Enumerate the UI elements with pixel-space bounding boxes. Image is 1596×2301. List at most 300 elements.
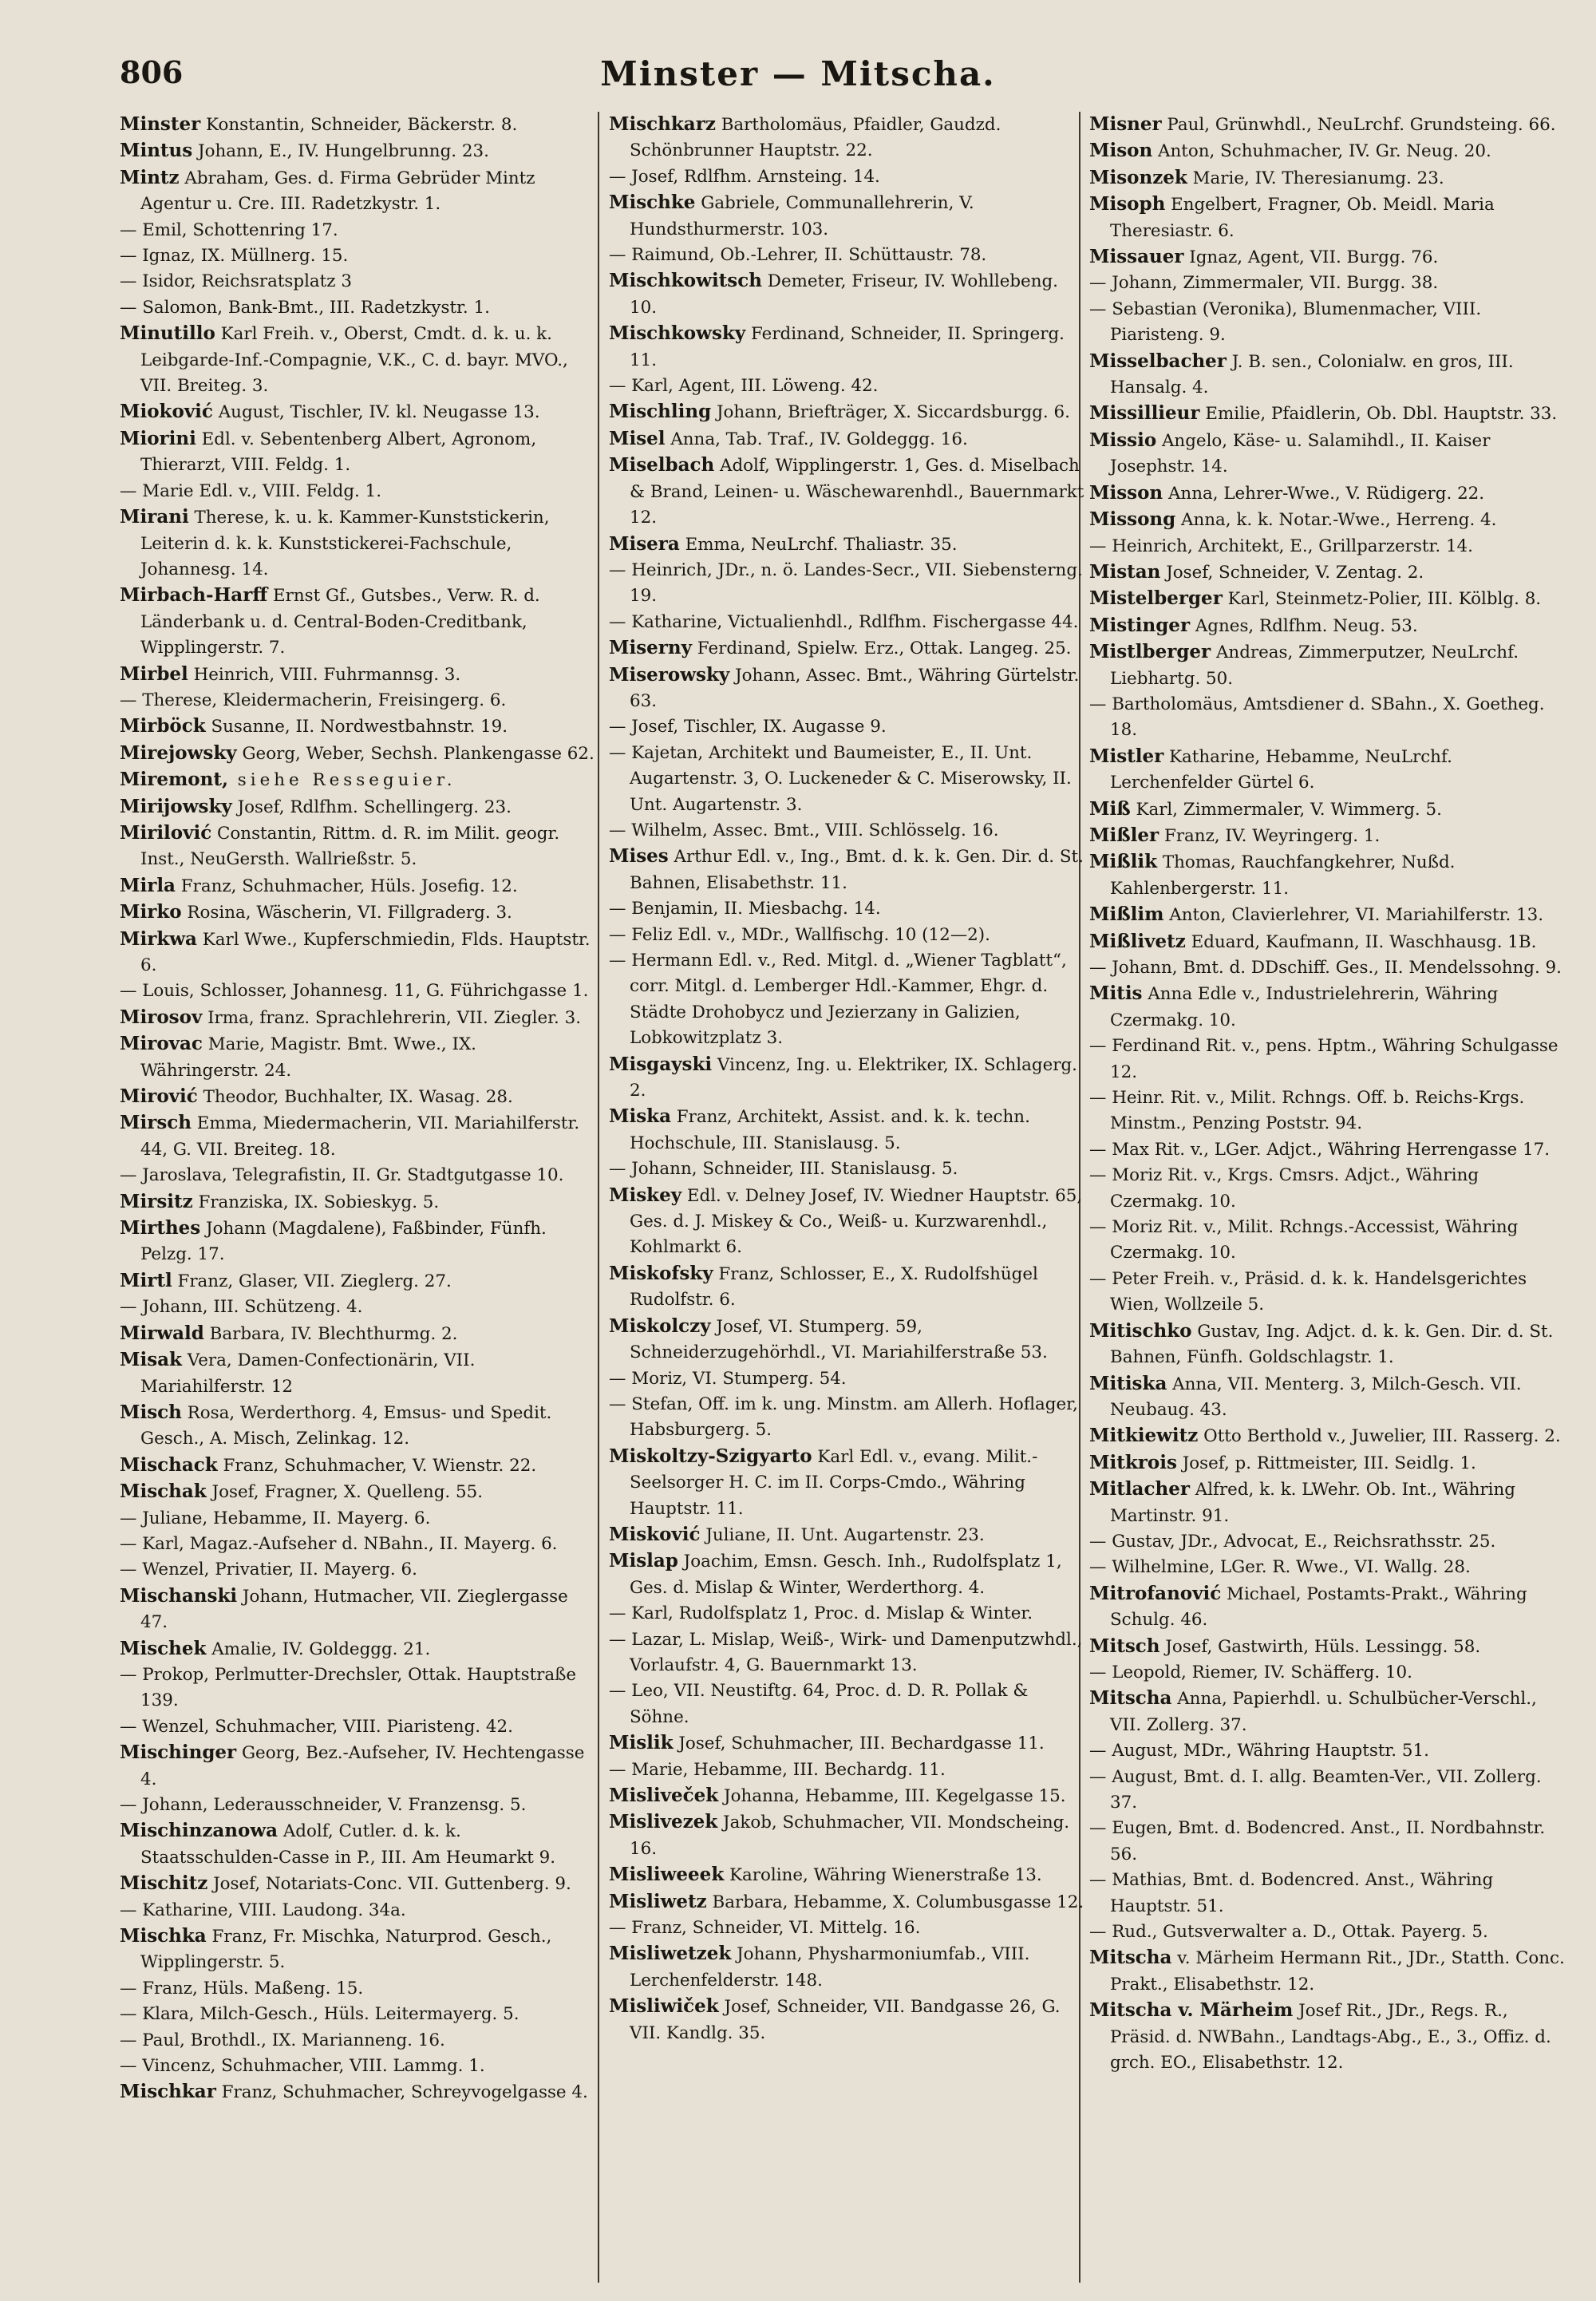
entry-details: Josef Rit., JDr., Regs. R., Präsid. d. NWBahn., Landtags-Abg., E., 3., Offiz. d. grch. EO., Elisabethstr. 12. bbox=[1110, 2001, 1551, 2074]
entry-details: — Kajetan, Architekt und Baumeister, E., II. Unt. Augartenstr. 3, O. Luckeneder & C. Miserowsky, II. Unt. Augartenstr. 3. bbox=[609, 742, 1072, 815]
directory-entry bbox=[609, 1314, 1088, 1366]
entry-details: — Lazar, L. Mislap, Weiß-, Wirk- und Damenputzwhdl., Vorlaufstr. 4, G. Bauernmarkt 13. bbox=[609, 1629, 1083, 1675]
directory-entry bbox=[120, 218, 598, 243]
directory-entry bbox=[1089, 1816, 1568, 1868]
entry-surname: Mistinger bbox=[1089, 614, 1191, 636]
entry-surname: Miskofsky bbox=[609, 1262, 713, 1284]
directory-entry bbox=[120, 1295, 598, 1320]
entry-surname: Mirani bbox=[120, 506, 189, 528]
directory-entry bbox=[609, 1522, 1088, 1548]
entry-details: — Sebastian (Veronika), Blumenmacher, VIII. Piaristeng. 9. bbox=[1089, 298, 1482, 346]
directory-entry bbox=[120, 688, 598, 714]
entry-surname: Mischkarz bbox=[609, 113, 716, 135]
directory-entry bbox=[609, 1730, 1088, 1757]
entry-surname: Mitkrois bbox=[1089, 1451, 1177, 1473]
entry-details: Franz, Schuhmacher, V. Wienstr. 22. bbox=[217, 1455, 537, 1476]
directory-entry bbox=[609, 1757, 1088, 1783]
directory-entry bbox=[120, 1818, 598, 1871]
directory-entry bbox=[609, 1104, 1088, 1156]
directory-entry bbox=[609, 1783, 1088, 1809]
directory-entry bbox=[609, 610, 1088, 635]
directory-entry bbox=[609, 1392, 1088, 1444]
entry-details: — Katharine, VIII. Laudong. 34a. bbox=[120, 1900, 406, 1920]
directory-entry bbox=[1089, 929, 1568, 955]
entry-details: Rosa, Werderthorg. 4, Emsus- und Spedit. Gesch., A. Misch, Zelinkag. 12. bbox=[140, 1402, 552, 1449]
directory-entry bbox=[1089, 1450, 1568, 1477]
entry-surname: Mirtl bbox=[120, 1269, 172, 1291]
entry-details: Karl Freih. v., Oberst, Cmdt. d. k. u. k. Leibgarde-Inf.-Compagnie, V.K., C. d. bayr. MVO., VII. Breiteg. 3. bbox=[140, 324, 568, 397]
entry-details: — Franz, Hüls. Maßeng. 15. bbox=[120, 1978, 364, 1999]
entry-details: Gabriele, Communallehrerin, V. Hundsthurmerstr. 103. bbox=[630, 193, 974, 239]
entry-details: Edl. v. Sebentenberg Albert, Agronom, Thierarzt, VIII. Feldg. 1. bbox=[140, 429, 537, 476]
directory-entry bbox=[609, 1183, 1088, 1261]
directory-entry bbox=[1089, 534, 1568, 559]
entry-details: Anna, Lehrer-Wwe., V. Rüdigerg. 22. bbox=[1163, 483, 1485, 504]
directory-entry bbox=[1089, 1738, 1568, 1764]
directory-entry bbox=[1089, 1581, 1568, 1634]
directory-entry bbox=[1089, 428, 1568, 480]
entry-details: Eduard, Kaufmann, II. Waschhausg. 1B. bbox=[1185, 931, 1537, 952]
entry-details: — Moriz Rit. v., Krgs. Cmsrs. Adjct., Währing Czermakg. 10. bbox=[1089, 1165, 1479, 1212]
entry-surname: Mitscha v. Märheim bbox=[1089, 1999, 1294, 2022]
entry-details: Anton, Clavierlehrer, VI. Mariahilferstr. 13. bbox=[1163, 905, 1544, 926]
directory-entry bbox=[120, 1871, 598, 1897]
directory-entry bbox=[609, 1916, 1088, 1941]
entry-details: Ernst Gf., Gutsbes., Verw. R. d. Länderbank u. d. Central-Boden-Creditbank, Wipplingerstr. 7. bbox=[140, 586, 540, 658]
entry-surname: Mirbel bbox=[120, 662, 188, 685]
entry-details: — Wilhelm, Assec. Bmt., VIII. Schlösselg. 16. bbox=[609, 820, 999, 840]
directory-entry bbox=[120, 1084, 598, 1110]
entry-surname: Mirwald bbox=[120, 1322, 204, 1344]
entry-surname: Mirböck bbox=[120, 715, 206, 737]
directory-entry bbox=[120, 2054, 598, 2079]
directory-entry bbox=[1089, 613, 1568, 639]
entry-details: — Heinrich, JDr., n. ö. Landes-Secr., VII. Siebensterng. 19. bbox=[609, 559, 1083, 607]
directory-entry bbox=[609, 1261, 1088, 1314]
entry-surname: Misliweeek bbox=[609, 1864, 725, 1886]
entry-surname: Mitischko bbox=[1089, 1319, 1192, 1342]
directory-entry bbox=[1089, 744, 1568, 797]
directory-entry bbox=[609, 268, 1088, 321]
entry-details: Ferdinand, Spielw. Erz., Ottak. Langeg. 25. bbox=[691, 639, 1072, 659]
entry-surname: Mißler bbox=[1089, 824, 1159, 846]
entry-details: Josef, Schuhmacher, III. Bechardgasse 11. bbox=[673, 1734, 1045, 1754]
directory-entry bbox=[1089, 692, 1568, 744]
directory-entry bbox=[1089, 1137, 1568, 1163]
entry-details: Franz, Schuhmacher, Schreyvogelgasse 4. bbox=[215, 2082, 588, 2103]
entry-surname: Mitiska bbox=[1089, 1372, 1167, 1394]
entry-surname: Mißlim bbox=[1089, 903, 1164, 926]
entry-details: Michael, Postamts-Prakt., Währing Schulg. 46. bbox=[1110, 1583, 1527, 1631]
directory-entry bbox=[120, 426, 598, 479]
entry-surname: Mitsch bbox=[1089, 1635, 1160, 1657]
directory-entry bbox=[1089, 1163, 1568, 1215]
directory-entry bbox=[120, 138, 598, 164]
directory-entry bbox=[1089, 797, 1568, 823]
page-title: Minster — Mitscha. bbox=[600, 54, 996, 93]
directory-entry bbox=[609, 1941, 1088, 1994]
directory-entry bbox=[1089, 401, 1568, 427]
entry-details: — Johann, III. Schützeng. 4. bbox=[120, 1297, 363, 1318]
directory-entry bbox=[1089, 297, 1568, 349]
entry-details: — Stefan, Off. im k. ung. Minstm. am Allerh. Hoflager, Habsburgerg. 5. bbox=[609, 1394, 1078, 1441]
directory-entry bbox=[120, 1453, 598, 1479]
entry-surname: Mirsch bbox=[120, 1112, 192, 1134]
directory-entry bbox=[609, 741, 1088, 818]
directory-entry bbox=[120, 1347, 598, 1400]
entry-details: Johann, Assec. Bmt., Währing Gürtelstr. 63. bbox=[630, 665, 1080, 711]
entry-details: — Hermann Edl. v., Red. Mitgl. d. „Wiener Tagblatt“, corr. Mitgl. d. Lemberger Hdl.-Kammer, Ehgr. d. Städte Drohobycz und Jezierzany in Galizien, Lobkowitzplatz 3. bbox=[609, 951, 1067, 1049]
directory-entry bbox=[120, 741, 598, 767]
directory-entry bbox=[120, 979, 598, 1004]
entry-details: Juliane, II. Unt. Augartenstr. 23. bbox=[700, 1524, 985, 1545]
directory-entry bbox=[120, 243, 598, 269]
entry-details: Amalie, IV. Goldeggg. 21. bbox=[206, 1639, 431, 1659]
entry-details: — Klara, Milch-Gesch., Hüls. Leitermayerg. 5. bbox=[120, 2004, 519, 2025]
directory-entry bbox=[120, 1976, 598, 2002]
directory-entry bbox=[609, 243, 1088, 268]
entry-surname: Mirejowsky bbox=[120, 741, 237, 764]
directory-entry bbox=[609, 532, 1088, 558]
entry-details: — Therese, Kleidermacherin, Freisingerg. 6. bbox=[120, 690, 507, 710]
entry-surname: Miserny bbox=[609, 637, 692, 659]
entry-surname: Mitlacher bbox=[1089, 1478, 1190, 1500]
directory-entry bbox=[1089, 981, 1568, 1034]
entry-surname: Misner bbox=[1089, 113, 1162, 135]
directory-entry bbox=[609, 635, 1088, 662]
entry-details: J. B. sen., Colonialw. en gros, III. Hansalg. 4. bbox=[1110, 351, 1514, 398]
entry-details: Johann (Magdalene), Faßbinder, Fünfh. Pelzg. 17. bbox=[140, 1219, 547, 1265]
entry-details: Karl, Steinmetz-Polier, III. Kölblg. 8. bbox=[1222, 589, 1542, 610]
entry-details: Johann, Physharmoniumfab., VIII. Lerchenfelderstr. 148. bbox=[630, 1944, 1030, 1991]
directory-entry bbox=[120, 767, 598, 793]
entry-details: — Peter Freih. v., Präsid. d. k. k. Handelsgerichtes Wien, Wollzeile 5. bbox=[1089, 1268, 1527, 1315]
directory-entry bbox=[609, 112, 1088, 164]
directory-entry bbox=[1089, 1660, 1568, 1686]
entry-surname: Missauer bbox=[1089, 246, 1184, 268]
entry-surname: Mitkiewitz bbox=[1089, 1425, 1199, 1447]
entry-details: Josef, Gastwirth, Hüls. Lessingg. 58. bbox=[1159, 1636, 1481, 1657]
entry-details: — Rud., Gutsverwalter a. D., Ottak. Payerg. 5. bbox=[1089, 1922, 1488, 1943]
directory-entry bbox=[609, 844, 1088, 896]
entry-details: — Jaroslava, Telegrafistin, II. Gr. Stadtgutgasse 10. bbox=[120, 1165, 564, 1186]
entry-surname: Misel bbox=[609, 427, 666, 449]
entry-details: Ignaz, Agent, VII. Burgg. 76. bbox=[1183, 247, 1439, 268]
entry-details: Arthur Edl. v., Ing., Bmt. d. k. k. Gen. Dir. d. St. Bahnen, Elisabethstr. 11. bbox=[630, 847, 1084, 893]
entry-surname: Miskoltzy-Szigyarto bbox=[609, 1445, 812, 1467]
entry-surname: Misak bbox=[120, 1349, 182, 1371]
entry-details: Emma, NeuLrchf. Thaliastr. 35. bbox=[679, 534, 958, 555]
directory-entry bbox=[120, 927, 598, 979]
entry-surname: Mirovac bbox=[120, 1033, 203, 1055]
page-header bbox=[0, 54, 1596, 99]
entry-details: Johann, Hutmacher, VII. Zieglergasse 47. bbox=[140, 1586, 568, 1633]
directory-entry bbox=[1089, 1765, 1568, 1817]
entry-details: — Raimund, Ob.-Lehrer, II. Schüttaustr. 78. bbox=[609, 245, 987, 266]
entry-details: Josef, Rdlfhm. Schellingerg. 23. bbox=[231, 797, 512, 817]
entry-details: — Josef, Rdlfhm. Arnsteing. 14. bbox=[609, 166, 880, 187]
entry-details: Susanne, II. Nordwestbahnstr. 19. bbox=[205, 717, 508, 737]
entry-details: — Leopold, Riemer, IV. Schäfferg. 10. bbox=[1089, 1662, 1412, 1682]
directory-entry bbox=[120, 1923, 598, 1976]
directory-entry bbox=[609, 662, 1088, 715]
directory-entry bbox=[1089, 1085, 1568, 1137]
directory-entry bbox=[609, 190, 1088, 243]
entry-surname: Miß bbox=[1089, 797, 1131, 820]
entry-details: Paul, Grünwhdl., NeuLrchf. Grundsteing. 66. bbox=[1161, 115, 1556, 135]
directory-entry bbox=[1089, 112, 1568, 138]
directory-entry bbox=[120, 2079, 598, 2105]
directory-entry bbox=[609, 1548, 1088, 1601]
column-1 bbox=[120, 112, 598, 2299]
entry-surname: Misonzek bbox=[1089, 166, 1187, 188]
entry-details: — Johann, Schneider, III. Stanislausg. 5. bbox=[609, 1159, 958, 1180]
entry-details: Anna, VII. Menterg. 3, Milch-Gesch. VII. Neubaug. 43. bbox=[1110, 1374, 1522, 1420]
entry-surname: Mistan bbox=[1089, 560, 1161, 583]
directory-entry bbox=[120, 1583, 598, 1636]
directory-entry bbox=[609, 1601, 1088, 1627]
entry-details: Irma, franz. Sprachlehrerin, VII. Ziegler. 3. bbox=[202, 1007, 582, 1028]
directory-entry bbox=[1089, 1686, 1568, 1738]
entry-details: — Leo, VII. Neustiftg. 64, Proc. d. D. R. Pollak & Söhne. bbox=[609, 1681, 1029, 1727]
entry-details: — Bartholomäus, Amtsdiener d. SBahn., X. Goetheg. 18. bbox=[1089, 694, 1545, 741]
directory-entry bbox=[120, 1506, 598, 1532]
entry-details: Theodor, Buchhalter, IX. Wasag. 28. bbox=[197, 1087, 513, 1108]
entry-surname: Misch bbox=[120, 1401, 182, 1423]
entry-details: Gustav, Ing. Adjct. d. k. k. Gen. Dir. d. St. Bahnen, Fünfh. Goldschlagstr. 1. bbox=[1110, 1321, 1554, 1368]
entry-details: Emma, Miedermacherin, VII. Mariahilferstr. 44, G. VII. Breiteg. 18. bbox=[140, 1113, 580, 1160]
directory-entry bbox=[609, 896, 1088, 922]
entry-surname: Miskey bbox=[609, 1184, 682, 1206]
directory-entry bbox=[1089, 1868, 1568, 1919]
entry-surname: Mirosov bbox=[120, 1006, 203, 1028]
entry-details: — Heinrich, Architekt, E., Grillparzerstr. 14. bbox=[1089, 536, 1473, 556]
directory-entry bbox=[120, 165, 598, 218]
entry-details: Konstantin, Schneider, Bäckerstr. 8. bbox=[200, 115, 518, 135]
directory-entry bbox=[1089, 1477, 1568, 1529]
entry-details: — Josef, Tischler, IX. Augasse 9. bbox=[609, 717, 887, 737]
directory-entry bbox=[609, 1627, 1088, 1679]
entry-details: v. Märheim Hermann Rit., JDr., Statth. Conc. Prakt., Elisabethstr. 12. bbox=[1110, 1948, 1565, 1995]
entry-surname: Minster bbox=[120, 113, 201, 135]
entry-details: Josef, Fragner, X. Quelleng. 55. bbox=[206, 1482, 484, 1503]
directory-entry bbox=[120, 321, 598, 399]
entry-details: — Eugen, Bmt. d. Bodencred. Anst., II. Nordbahnstr. 56. bbox=[1089, 1818, 1546, 1864]
entry-details: Bartholomäus, Pfaidler, Gaudzd. Schönbrunner Hauptstr. 22. bbox=[630, 115, 1001, 161]
directory-entry bbox=[120, 1110, 598, 1163]
entry-surname: Mischkowsky bbox=[609, 322, 746, 345]
entry-surname: Mitscha bbox=[1089, 1687, 1172, 1710]
entry-surname: Missio bbox=[1089, 429, 1157, 451]
directory-entry bbox=[120, 1479, 598, 1505]
directory-entry bbox=[609, 1156, 1088, 1182]
entry-surname: Mislap bbox=[609, 1550, 678, 1572]
directory-entry bbox=[1089, 1555, 1568, 1580]
directory-entry bbox=[120, 1216, 598, 1268]
directory-entry bbox=[609, 818, 1088, 844]
entry-details: Emilie, Pfaidlerin, Ob. Dbl. Hauptstr. 33. bbox=[1199, 404, 1558, 425]
directory-entry bbox=[120, 504, 598, 583]
directory-entry bbox=[120, 714, 598, 740]
entry-details: Barbara, IV. Blechthurmg. 2. bbox=[203, 1323, 458, 1344]
entry-details: Ferdinand, Schneider, II. Springerg. 11. bbox=[630, 324, 1065, 370]
entry-details: — Salomon, Bank-Bmt., III. Radetzkystr. 1. bbox=[120, 297, 490, 318]
entry-surname: Misković bbox=[609, 1523, 701, 1545]
entry-details: Joachim, Emsn. Gesch. Inh., Rudolfsplatz 1, Ges. d. Mislap & Winter, Werderthorg. 4. bbox=[630, 1552, 1062, 1598]
entry-details: Anton, Schuhmacher, IV. Gr. Neug. 20. bbox=[1152, 141, 1491, 162]
directory-entry bbox=[120, 1005, 598, 1031]
directory-entry bbox=[1089, 165, 1568, 192]
entry-details: Demeter, Friseur, IV. Wohllebeng. 10. bbox=[630, 271, 1058, 318]
directory-entry bbox=[1089, 192, 1568, 244]
directory-entry bbox=[120, 873, 598, 899]
entry-surname: Misliwetzek bbox=[609, 1943, 732, 1965]
directory-entry bbox=[120, 899, 598, 926]
entry-surname: Mirilović bbox=[120, 821, 212, 844]
entry-details: Otto Berthold v., Juwelier, III. Rasserg. 2. bbox=[1198, 1426, 1561, 1447]
directory-entry bbox=[1089, 1034, 1568, 1085]
entry-details: Katharine, Hebamme, NeuLrchf. Lerchenfelder Gürtel 6. bbox=[1110, 746, 1452, 793]
entry-details: Johann, E., IV. Hungelbrunng. 23. bbox=[192, 141, 489, 162]
entry-details: Franz, Schlosser, E., X. Rudolfshügel Rudolfstr. 6. bbox=[630, 1263, 1038, 1311]
entry-details: Franz, Glaser, VII. Zieglerg. 27. bbox=[172, 1271, 452, 1291]
entry-details: Anna, Tab. Traf., IV. Goldeggg. 16. bbox=[665, 429, 968, 449]
directory-entry bbox=[120, 1268, 598, 1295]
directory-entry bbox=[120, 1031, 598, 1084]
entry-details: — Vincenz, Schuhmacher, VIII. Lammg. 1. bbox=[120, 2056, 485, 2077]
entry-details: — August, Bmt. d. I. allg. Beamten-Ver., VII. Zollerg. 37. bbox=[1089, 1766, 1542, 1813]
directory-entry bbox=[1089, 1998, 1568, 2076]
directory-entry bbox=[1089, 507, 1568, 533]
directory-entry bbox=[609, 321, 1088, 374]
entry-surname: Misgayski bbox=[609, 1053, 713, 1075]
entry-surname: Mirthes bbox=[120, 1217, 201, 1239]
entry-surname: Mirkwa bbox=[120, 927, 197, 950]
entry-surname: Mintz bbox=[120, 166, 180, 188]
entry-surname: Mistlberger bbox=[1089, 641, 1211, 663]
directory-entry bbox=[1089, 902, 1568, 928]
entry-details: — Moriz, VI. Stumperg. 54. bbox=[609, 1368, 847, 1389]
directory-entry bbox=[1089, 1945, 1568, 1998]
entry-surname: Miorini bbox=[120, 427, 196, 449]
entry-details: Marie, IV. Theresianumg. 23. bbox=[1187, 168, 1444, 188]
entry-surname: Miselbach bbox=[609, 454, 715, 476]
directory-entry bbox=[1089, 480, 1568, 507]
directory-entry bbox=[609, 1444, 1088, 1522]
entry-surname: Mitis bbox=[1089, 982, 1143, 1005]
directory-entry bbox=[120, 1557, 598, 1583]
entry-surname: Mischkowitsch bbox=[609, 270, 762, 292]
directory-entry bbox=[120, 1189, 598, 1216]
directory-entry bbox=[1089, 138, 1568, 164]
entry-details: — Prokop, Perlmutter-Drechsler, Ottak. Hauptstraße 139. bbox=[120, 1664, 577, 1711]
entry-surname: Mislik bbox=[609, 1732, 674, 1754]
entry-details: Engelbert, Fragner, Ob. Meidl. Maria Theresiastr. 6. bbox=[1110, 195, 1495, 241]
entry-details: siehe Resseguier. bbox=[227, 770, 456, 791]
entry-details: Josef, Schneider, V. Zentag. 2. bbox=[1160, 562, 1424, 583]
entry-details: — Johann, Zimmermaler, VII. Burgg. 38. bbox=[1089, 273, 1439, 294]
entry-surname: Mitrofanović bbox=[1089, 1582, 1222, 1604]
entry-surname: Missong bbox=[1089, 508, 1176, 531]
entry-surname: Misliveček bbox=[609, 1785, 719, 1806]
entry-surname: Mistler bbox=[1089, 745, 1164, 767]
directory-entry bbox=[120, 1740, 598, 1793]
entry-details: Josef, VI. Stumperg. 59, Schneiderzugehörhdl., VI. Mariahilferstraße 53. bbox=[630, 1316, 1048, 1363]
directory-entry bbox=[120, 1898, 598, 1923]
entry-surname: Mischack bbox=[120, 1453, 218, 1476]
directory-entry bbox=[1089, 1215, 1568, 1267]
entry-surname: Misson bbox=[1089, 481, 1163, 504]
entry-details: — Isidor, Reichsratsplatz 3 bbox=[120, 271, 352, 292]
directory-entry bbox=[609, 426, 1088, 453]
entry-details: Georg, Bez.-Aufseher, IV. Hechtengasse 4. bbox=[140, 1743, 585, 1789]
entry-details: — Wenzel, Privatier, II. Mayerg. 6. bbox=[120, 1560, 417, 1580]
directory-entry bbox=[120, 112, 598, 138]
entry-surname: Mißlivetz bbox=[1089, 930, 1186, 952]
entry-details: Andreas, Zimmerputzer, NeuLrchf. Liebhartg. 50. bbox=[1110, 642, 1519, 689]
entry-surname: Mirla bbox=[120, 874, 176, 896]
directory-entry bbox=[120, 583, 598, 661]
entry-surname: Mischling bbox=[609, 401, 712, 423]
directory-entry bbox=[1089, 244, 1568, 271]
entry-details: Karl Wwe., Kupferschmiedin, Flds. Hauptstr. 6. bbox=[140, 929, 591, 975]
entry-details: — Mathias, Bmt. d. Bodencred. Anst., Währing Hauptstr. 51. bbox=[1089, 1870, 1494, 1916]
entry-surname: Mischkar bbox=[120, 2081, 216, 2103]
entry-details: Franz, Schuhmacher, Hüls. Josefig. 12. bbox=[175, 876, 518, 896]
directory-entry bbox=[1089, 271, 1568, 296]
entry-details: Josef, Schneider, VII. Bandgasse 26, G. VII. Kandlg. 35. bbox=[630, 1997, 1061, 2043]
entry-surname: Mirijowsky bbox=[120, 795, 232, 817]
entry-details: — Heinr. Rit. v., Milit. Rchngs. Off. b. Reichs-Krgs. Minstm., Penzing Poststr. 94. bbox=[1089, 1088, 1525, 1134]
entry-details: Vera, Damen-Confectionärin, VII. Mariahilferstr. 12 bbox=[140, 1350, 476, 1397]
entry-details: — Moriz Rit. v., Milit. Rchngs.-Accessist, Währing Czermakg. 10. bbox=[1089, 1217, 1519, 1263]
directory-entry bbox=[1089, 823, 1568, 849]
entry-surname: Mison bbox=[1089, 140, 1153, 162]
directory-entry bbox=[120, 295, 598, 321]
directory-entry bbox=[1089, 1423, 1568, 1449]
entry-surname: Misliwiček bbox=[609, 1995, 719, 2018]
entry-surname: Misliwetz bbox=[609, 1890, 707, 1912]
directory-entry bbox=[609, 1889, 1088, 1916]
directory-entry bbox=[120, 1400, 598, 1453]
entry-surname: Mischka bbox=[120, 1925, 207, 1947]
directory-entry bbox=[120, 1793, 598, 1818]
entry-surname: Mioković bbox=[120, 401, 213, 423]
entry-details: — Wilhelmine, LGer. R. Wwe., VI. Wallg. 28. bbox=[1089, 1557, 1471, 1578]
entry-details: — Marie Edl. v., VIII. Feldg. 1. bbox=[120, 480, 382, 501]
entry-details: Edl. v. Delney Josef, IV. Wiedner Hauptstr. 65, Ges. d. J. Miskey & Co., Weiß- u. Kurzwarenhdl., Kohlmarkt 6. bbox=[630, 1185, 1083, 1258]
entry-details: — Franz, Schneider, VI. Mittelg. 16. bbox=[609, 1918, 921, 1939]
entry-details: Vincenz, Ing. u. Elektriker, IX. Schlagerg. 2. bbox=[630, 1054, 1077, 1101]
entry-details: Therese, k. u. k. Kammer-Kunststickerin, Leiterin d. k. k. Kunststickerei-Fachschule, Johannesg. 14. bbox=[140, 508, 550, 579]
directory-entry bbox=[609, 399, 1088, 425]
entry-details: Anna Edle v., Industrielehrerin, Währing Czermakg. 10. bbox=[1110, 984, 1499, 1030]
directory-entry bbox=[1089, 1529, 1568, 1555]
entry-details: — Louis, Schlosser, Johannesg. 11, G. Führichgasse 1. bbox=[120, 981, 589, 1002]
entry-details: Josef, p. Rittmeister, III. Seidlg. 1. bbox=[1176, 1453, 1476, 1473]
entry-surname: Mischinzanowa bbox=[120, 1820, 279, 1842]
directory-entry bbox=[1089, 349, 1568, 401]
directory-entry bbox=[120, 399, 598, 425]
directory-entry bbox=[120, 269, 598, 295]
entry-details: — Feliz Edl. v., MDr., Wallfischg. 10 (12—2). bbox=[609, 924, 990, 945]
column-3 bbox=[1089, 112, 1568, 2299]
entry-details: Abraham, Ges. d. Firma Gebrüder Mintz Agentur u. Cre. III. Radetzkystr. 1. bbox=[140, 168, 535, 215]
directory-entry bbox=[1089, 849, 1568, 902]
entry-surname: Miserowsky bbox=[609, 663, 730, 686]
directory-entry bbox=[120, 479, 598, 504]
directory-entry bbox=[1089, 1319, 1568, 1371]
